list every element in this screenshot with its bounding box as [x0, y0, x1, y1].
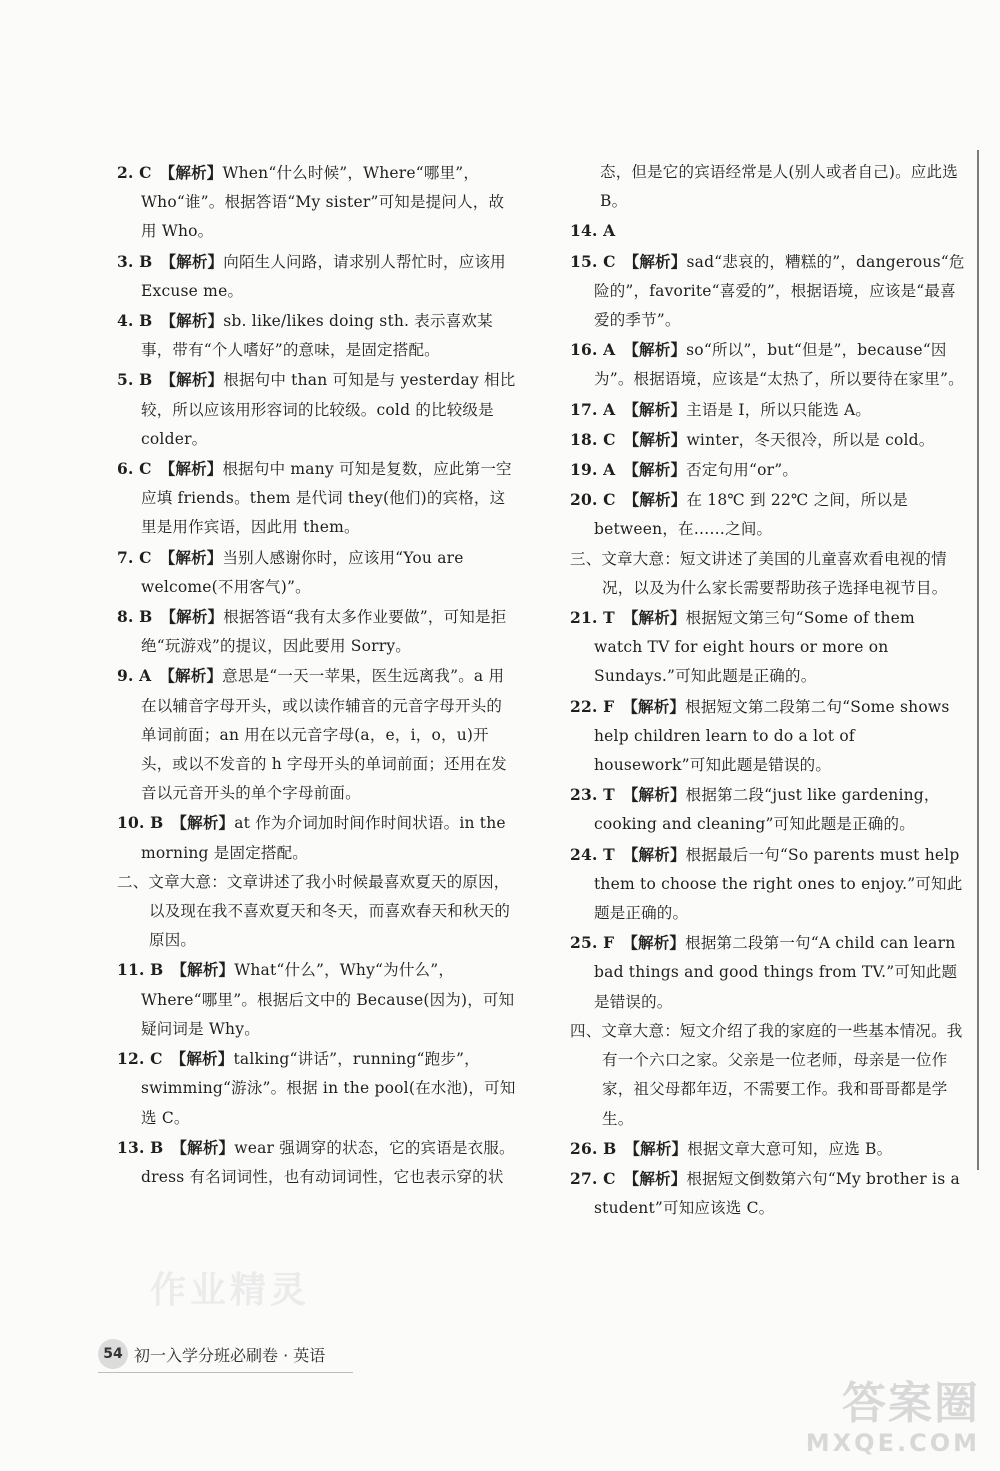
item-6: 6. C 【解析】根据句中 many 可知是复数，应此第一空应填 friends。them 是代词 they(他们)的宾格，这里是用作宾语，因此用 them。: [117, 459, 512, 537]
item-13-continued: 态，但是它的宾语经常是人(别人或者自己)。应此选 B。: [600, 163, 958, 211]
page-footer: [98, 1338, 325, 1370]
item-14: 14. A: [570, 221, 616, 241]
item-4: 4. B 【解析】sb. like/likes doing sth. 表示喜欢某事，带有“个人嗜好”的意味，是固定搭配。: [117, 311, 493, 360]
item-9: 9. A 【解析】意思是“一天一苹果，医生远离我”。a 用在以辅音字母开头，或以读作辅音的元音字母开头的单词前面；an 用在以元音字母(a，e，i，o，u)开头，或以不发音的 h 字母开头的单词前面；还用在发音以元音开头的单个字母前面。: [117, 666, 507, 803]
section-3-summary: 三、文章大意：短文讲述了美国的儿童喜欢看电视的情况，以及为什么家长需要帮助孩子选择电视节目。: [570, 549, 948, 597]
item-24: 24. T 【解析】根据最后一句“So parents must help them to choose the right ones to enjoy.”可知此题是正确的。: [570, 844, 963, 923]
item-7: 7. C 【解析】当别人感谢你时，应该用“You are welcome(不用客气)”。: [117, 547, 464, 596]
item-11: 11. B 【解析】What“什么”，Why“为什么”，Where“哪里”。根据后文中的 Because(因为)，可知疑问词是 Why。: [117, 960, 515, 1038]
item-16: 16. A 【解析】so“所以”，but“但是”，because“因为”。根据语境，应该是“太热了，所以要待在家里”。: [570, 340, 964, 389]
watermark-logo: 答案圈: [842, 1378, 980, 1429]
item-17: 17. A 【解析】主语是 I，所以只能选 A。: [570, 399, 872, 419]
item-10: 10. B 【解析】at 作为介词加时间作时间状语。in the morning 是固定搭配。: [117, 813, 506, 862]
item-12: 12. C 【解析】talking“讲话”，running“跑步”，swimming“游泳”。根据 in the pool(在水池)，可知选 C。: [117, 1049, 516, 1127]
item-21: 21. T 【解析】根据短文第三句“Some of them watch TV for eight hours or more on Sundays.”可知此题是正确的。: [570, 608, 915, 686]
page-number: 54: [98, 1339, 128, 1369]
item-25: 25. F 【解析】根据第二段第一句“A child can learn bad things and good things from TV.”可知此题是错误的。: [570, 933, 958, 1011]
left-column: [117, 158, 517, 1192]
item-27: 27. C 【解析】根据短文倒数第六句“My brother is a student”可知应该选 C。: [570, 1168, 960, 1218]
section-2-summary: 二、文章大意：文章讲述了我小时候最喜欢夏天的原因，以及现在我不喜欢夏天和冬天，而喜欢春天和秋天的原因。: [117, 872, 511, 950]
item-19: 19. A 【解析】否定句用“or”。: [570, 460, 799, 480]
item-2: 2. C 【解析】When“什么时候”，Where“哪里”，Who“谁”。根据答语“My sister”可知是提问人，故用 Who。: [117, 163, 505, 241]
item-20: 20. C 【解析】在 18℃ 到 22℃ 之间，所以是 between，在……之间。: [570, 490, 908, 539]
item-3: 3. B 【解析】向陌生人问路，请求别人帮忙时，应该用 Excuse me。: [117, 251, 506, 300]
item-15: 15. C 【解析】sad“悲哀的，糟糕的”，dangerous“危险的”，favorite“喜爱的”，根据语境，应该是“最喜爱的季节”。: [570, 251, 965, 330]
item-22: 22. F 【解析】根据短文第二段第二句“Some shows help children learn to do a lot of housework”可知此题是错误的。: [570, 696, 950, 775]
item-8: 8. B 【解析】根据答语“我有太多作业要做”，可知是拒绝“玩游戏”的提议，因此要用 Sorry。: [117, 607, 507, 656]
right-column: [570, 158, 966, 1223]
item-5: 5. B 【解析】根据句中 than 可知是与 yesterday 相比较，所以应该用形容词的比较级。cold 的比较级是 colder。: [117, 370, 516, 448]
site-watermark: [806, 1379, 980, 1457]
page-edge-divider: [977, 150, 979, 1170]
item-18: 18. C 【解析】winter，冬天很冷，所以是 cold。: [570, 429, 935, 449]
footer-rule: [98, 1372, 353, 1373]
item-23: 23. T 【解析】根据第二段“just like gardening，cooking and cleaning”可知此题是正确的。: [570, 785, 940, 834]
item-26: 26. B 【解析】根据文章大意可知，应选 B。: [570, 1138, 893, 1158]
section-4-summary: 四、文章大意：短文介绍了我的家庭的一些基本情况。我有一个六口之家。父亲是一位老师，母亲是一位作家，祖父母都年迈，不需要工作。我和哥哥都是学生。: [570, 1021, 963, 1128]
item-13: 13. B 【解析】wear 强调穿的状态，它的宾语是衣服。dress 有名词词性，也有动词词性，它也表示穿的状: [117, 1137, 515, 1186]
stamp-watermark: 作业精灵: [150, 1269, 311, 1311]
watermark-url: MXQE.COM: [805, 1429, 980, 1457]
book-title: 初一入学分班必刷卷 · 英语: [134, 1345, 326, 1365]
